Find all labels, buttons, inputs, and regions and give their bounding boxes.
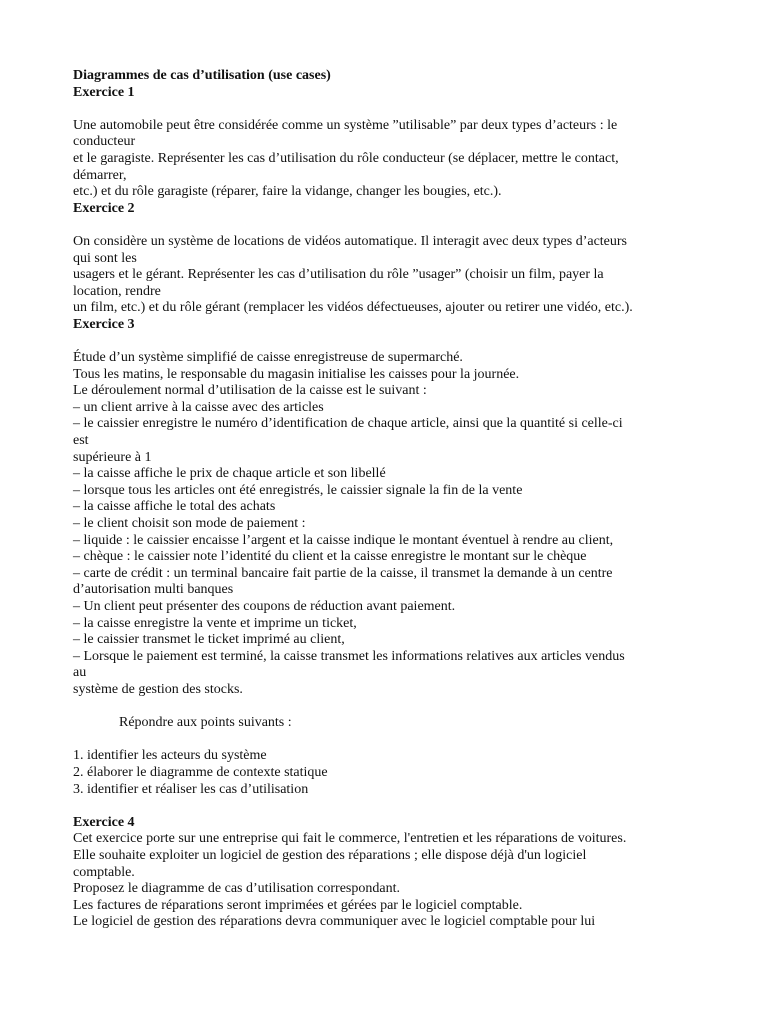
exercise-2-line: On considère un système de locations de vidéos automatique. Il interagit avec deux types d’acteurs xyxy=(73,233,627,249)
exercise-1-line: et le garagiste. Représenter les cas d’utilisation du rôle conducteur (se déplacer, mettre le contact, xyxy=(73,150,619,166)
spacer xyxy=(73,334,713,351)
exercise-2-line: location, rendre xyxy=(73,283,161,299)
exercise-3-line: système de gestion des stocks. xyxy=(73,681,243,697)
exercise-1-line: etc.) et du rôle garagiste (réparer, faire la vidange, changer les bougies, etc.). xyxy=(73,184,502,200)
exercise-3-line: – la caisse enregistre la vente et imprime un ticket, xyxy=(73,615,357,631)
exercise-3-line: – carte de crédit : un terminal bancaire fait partie de la caisse, il transmet la demande à un centre xyxy=(73,565,613,581)
exercise-3-line: est xyxy=(73,433,89,449)
exercise-3-point: 1. identifier les acteurs du système xyxy=(73,748,267,764)
exercise-3-line: Le déroulement normal d’utilisation de la caisse est le suivant : xyxy=(73,383,427,399)
exercise-3-point: 2. élaborer le diagramme de contexte statique xyxy=(73,764,328,780)
exercise-2-line: qui sont les xyxy=(73,250,137,266)
exercise-4-line: Elle souhaite exploiter un logiciel de gestion des réparations ; elle dispose déjà d'un logiciel xyxy=(73,847,587,863)
exercise-3-line: d’autorisation multi banques xyxy=(73,582,234,598)
spacer xyxy=(73,798,713,815)
exercise-3-line: – le client choisit son mode de paiement : xyxy=(73,516,306,532)
exercise-3-line: – chèque : le caissier note l’identité du client et la caisse enregistre le montant sur le chèque xyxy=(73,549,587,565)
exercise-3-line: – le caissier transmet le ticket imprimé au client, xyxy=(73,632,345,648)
exercise-1-line: démarrer, xyxy=(73,167,127,183)
exercise-3-point: 3. identifier et réaliser les cas d’utilisation xyxy=(73,781,309,797)
spacer xyxy=(73,101,713,118)
exercise-4-line: Les factures de réparations seront imprimées et gérées par le logiciel comptable. xyxy=(73,897,523,913)
exercise-1-line: Une automobile peut être considérée comme un système ”utilisable” par deux types d’acteurs : le xyxy=(73,117,618,133)
exercise-3-heading: Exercice 3 xyxy=(73,316,135,332)
exercise-2-line: un film, etc.) et du rôle gérant (remplacer les vidéos défectueuses, ajouter ou retirer une vidéo, etc.). xyxy=(73,300,633,316)
exercise-3-line: – la caisse affiche le total des achats xyxy=(73,499,276,515)
exercise-3-line: Tous les matins, le responsable du magasin initialise les caisses pour la journée. xyxy=(73,366,520,382)
exercise-1-heading: Exercice 1 xyxy=(73,84,135,100)
exercise-3-line: – lorsque tous les articles ont été enregistrés, le caissier signale la fin de la vente xyxy=(73,482,523,498)
spacer xyxy=(73,699,713,716)
document-page xyxy=(73,68,713,931)
exercise-3-line: supérieure à 1 xyxy=(73,449,152,465)
spacer xyxy=(73,732,713,749)
exercise-3-line: – la caisse affiche le prix de chaque article et son libellé xyxy=(73,466,386,482)
exercise-4-line: Cet exercice porte sur une entreprise qui fait le commerce, l'entretien et les réparations de voitures. xyxy=(73,831,627,847)
exercise-3-line: – liquide : le caissier encaisse l’argent et la caisse indique le montant éventuel à rendre au client, xyxy=(73,532,614,548)
exercise-3-prompt: Répondre aux points suivants : xyxy=(119,715,292,731)
exercise-3-line: Étude d’un système simplifié de caisse enregistreuse de supermarché. xyxy=(73,350,463,366)
document-title: Diagrammes de cas d’utilisation (use cases) xyxy=(73,68,331,83)
exercise-3-line: – un client arrive à la caisse avec des articles xyxy=(73,399,324,415)
exercise-2-heading: Exercice 2 xyxy=(73,200,135,216)
exercise-3-line: – Un client peut présenter des coupons de réduction avant paiement. xyxy=(73,599,456,614)
exercise-4-heading: Exercice 4 xyxy=(73,814,135,830)
exercise-3-line: au xyxy=(73,665,87,681)
exercise-4-line: Le logiciel de gestion des réparations devra communiquer avec le logiciel comptable pour lui xyxy=(73,914,596,930)
spacer xyxy=(73,217,713,234)
exercise-3-line: – Lorsque le paiement est terminé, la caisse transmet les informations relatives aux articles vendus xyxy=(73,648,625,664)
exercise-4-line: comptable. xyxy=(73,864,135,880)
exercise-2-line: usagers et le gérant. Représenter les cas d’utilisation du rôle ”usager” (choisir un film, payer la xyxy=(73,267,604,283)
exercise-4-line: Proposez le diagramme de cas d’utilisation correspondant. xyxy=(73,881,400,897)
exercise-1-line: conducteur xyxy=(73,134,136,150)
exercise-3-line: – le caissier enregistre le numéro d’identification de chaque article, ainsi que la quantité si celle-ci xyxy=(73,416,623,432)
